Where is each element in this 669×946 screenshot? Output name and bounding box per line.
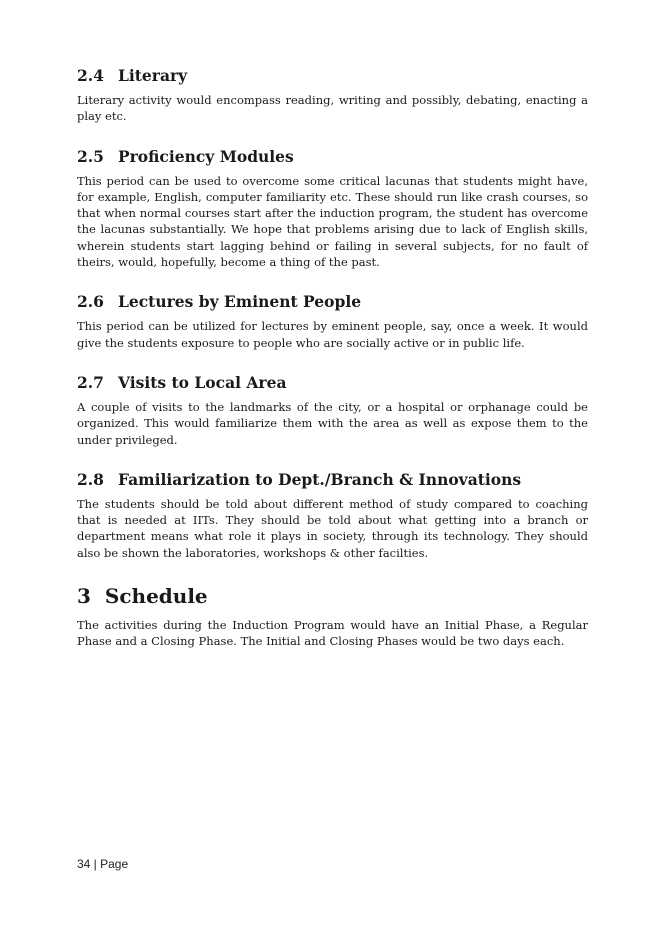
section-title: Literary [117,66,188,85]
section-paragraph: This period can be used to overcome some critical lacunas that students might have, for example, English, computer familiarity etc. These should run like crash courses, so that when normal courses start after the induction program, the student has overcome the lacunas substantially. We hope that problems arising due to lack of English skills, wherein students start lagging behind or failing in several subjects, for no fault of theirs, would, hopefully, become a thing of the past. [77,173,588,270]
section-number: 2.4 [77,66,104,85]
section-heading [77,470,588,490]
section-heading [77,292,588,312]
section-proficiency-modules [77,147,588,271]
page-number: 34 | Page [77,857,129,871]
section-paragraph: Literary activity would encompass reading, writing and possibly, debating, enacting a play etc. [77,93,588,124]
section-number: 2.6 [77,292,104,312]
section-heading [77,147,588,167]
section-title: Proficiency Modules [117,146,294,166]
section-lectures [77,292,588,351]
section-number: 2.7 [77,372,104,392]
section-heading [77,66,588,86]
section-title: Lectures by Eminent People [117,292,362,312]
section-heading [77,373,588,393]
section-number: 2.5 [77,146,104,166]
section-paragraph: This period can be utilized for lectures by eminent people, say, once a week. It would give the students exposure to people who are socially active or in public life. [77,319,588,350]
section-visits [77,373,588,448]
section-paragraph: The students should be told about different method of study compared to coaching that is needed at IITs. They should be told about what getting into a branch or department means what role it plays in society, through its technology. They should also be shown the laboratories, workshops & other facilties. [77,496,588,560]
chapter-number: 3 [77,584,91,609]
chapter-paragraph: The activities during the Induction Program would have an Initial Phase, a Regular Phase and a Closing Phase. The Initial and Closing Phases would be two days each. [77,618,588,649]
section-literary [77,66,588,125]
chapter-schedule [77,583,588,650]
document-page [77,66,588,650]
chapter-title: Schedule [104,584,208,609]
section-number: 2.8 [77,469,104,489]
section-familiarization [77,470,588,561]
section-title: Familiarization to Dept./Branch & Innovations [117,469,522,489]
page-footer [77,857,128,871]
chapter-heading [77,583,588,609]
section-title: Visits to Local Area [117,372,287,392]
section-paragraph: A couple of visits to the landmarks of the city, or a hospital or orphanage could be organized. This would familiarize them with the area as well as expose them to the under privileged. [77,399,588,447]
